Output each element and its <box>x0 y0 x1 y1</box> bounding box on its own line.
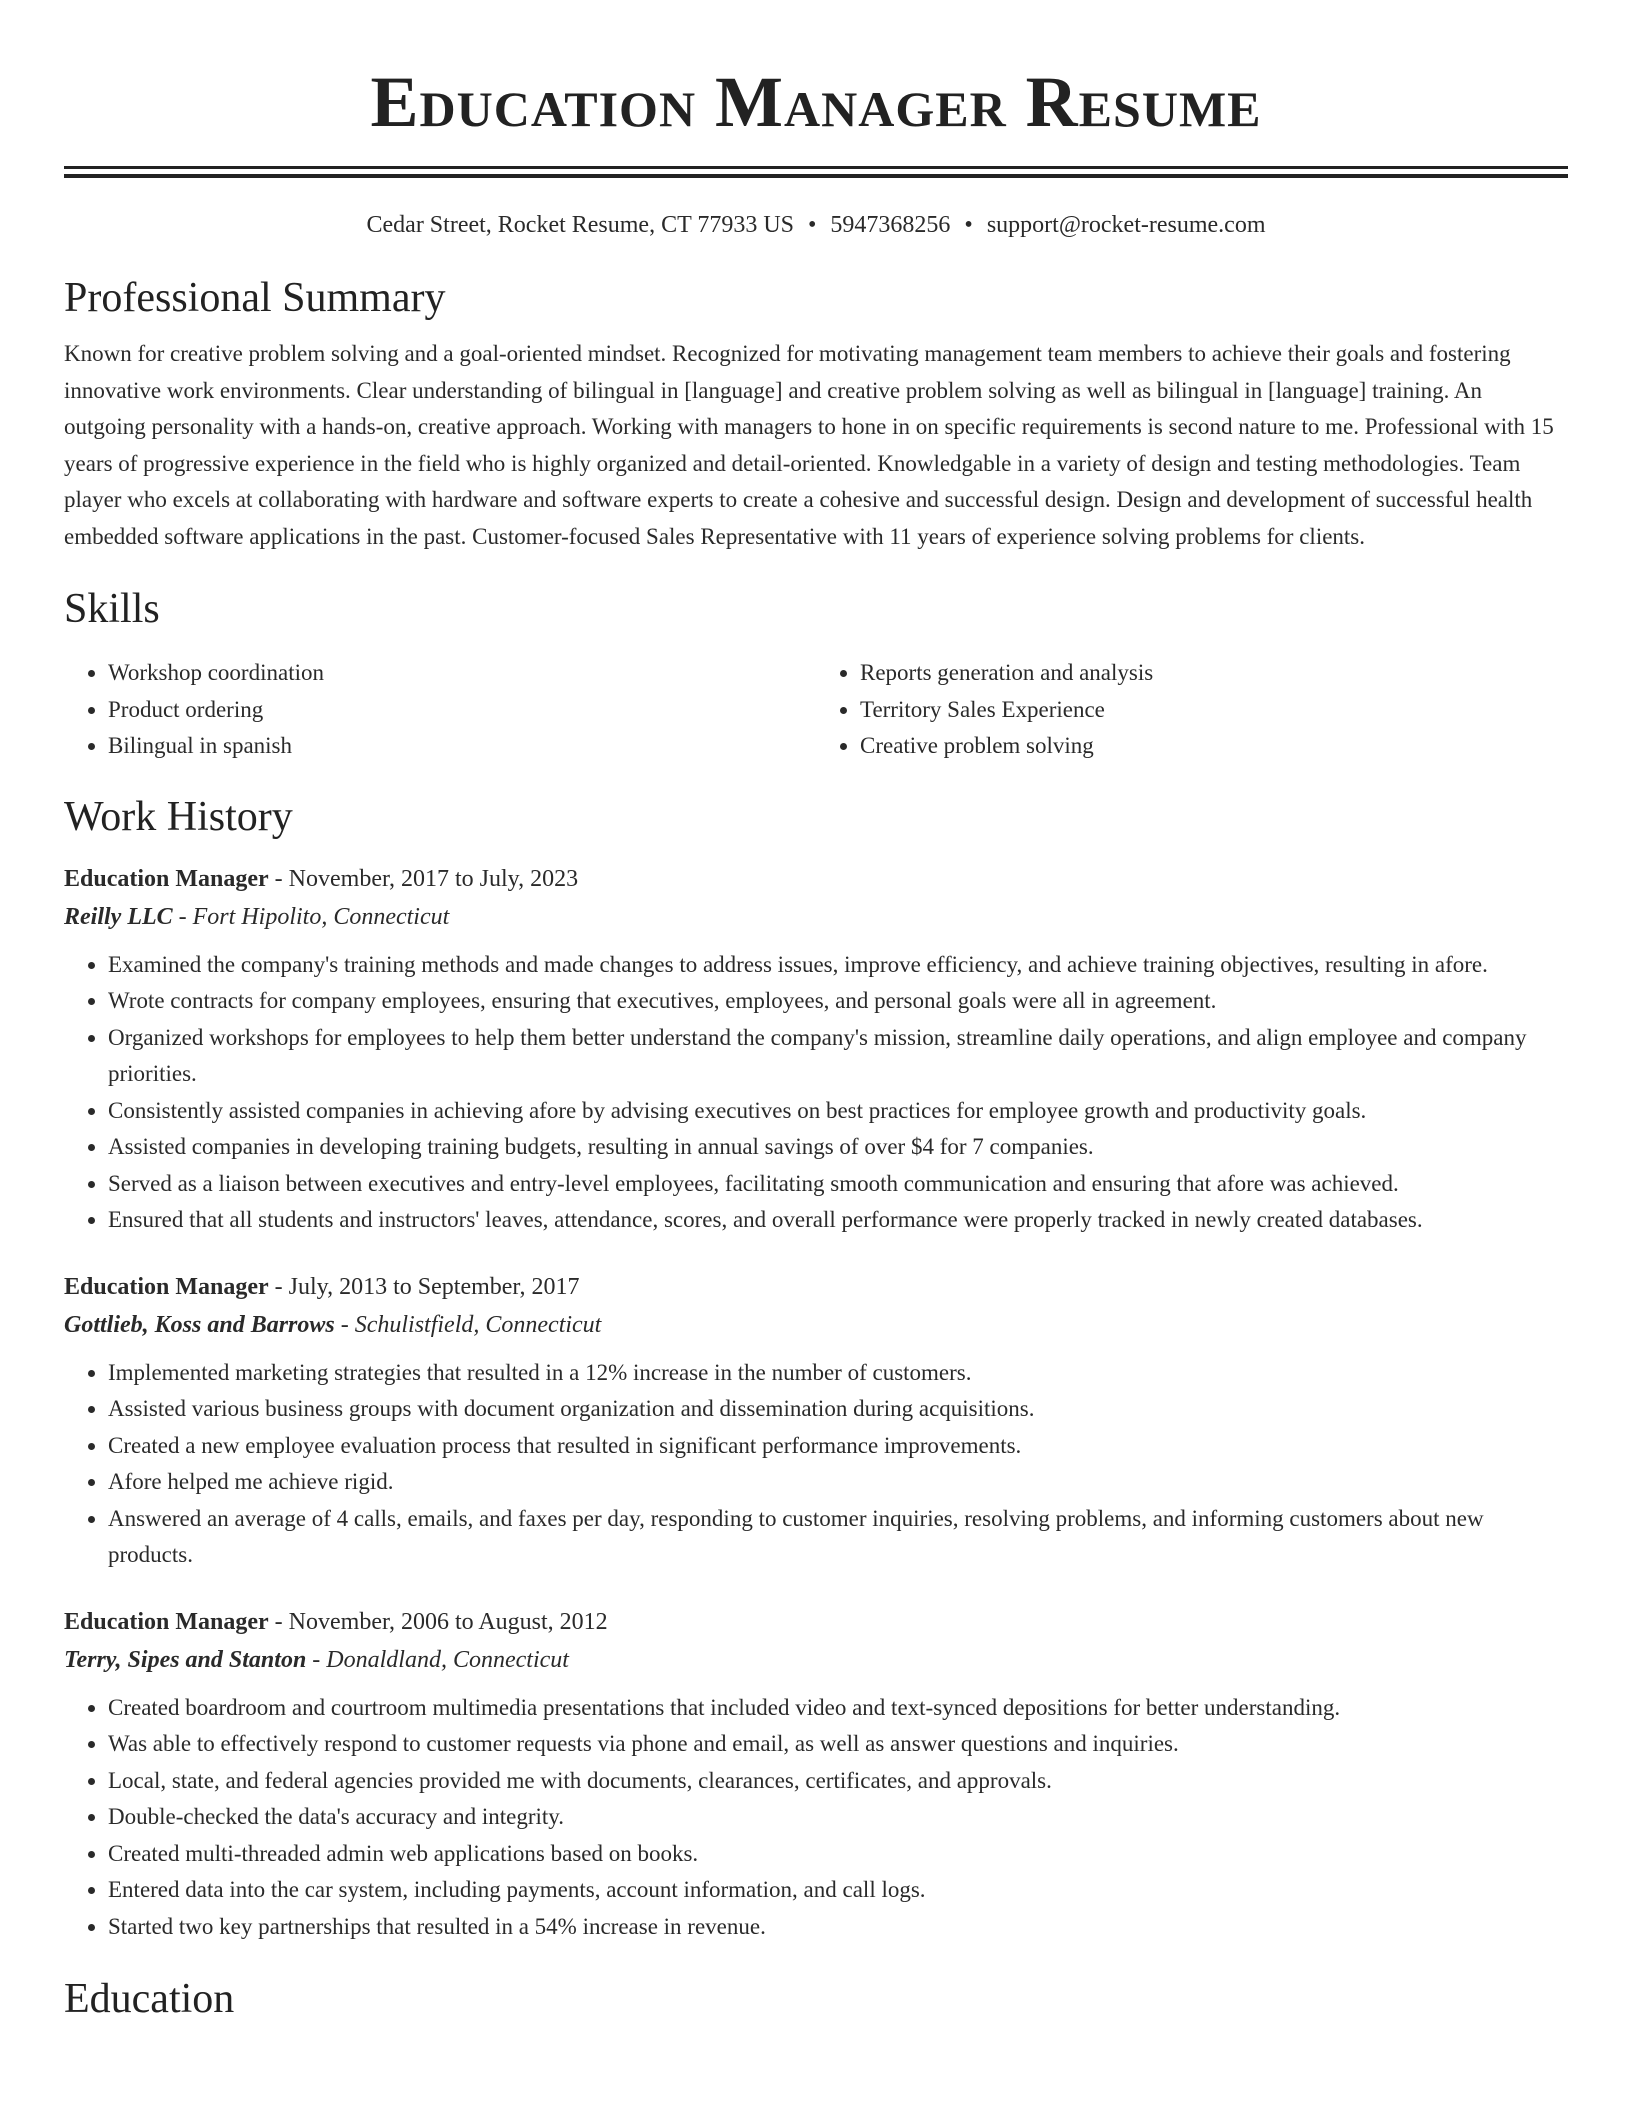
contact-separator: • <box>808 212 817 238</box>
job-bullet: • Created boardroom and courtroom multimedia presentations that included video and text-synced depositions for better understanding. <box>108 1690 1568 1727</box>
job-bullet: • Examined the company's training methods and made changes to address issues, improve efficiency, and achieve training objectives, resulting in afore. <box>108 947 1568 984</box>
skills-list-left <box>64 655 816 765</box>
job-role: Education Manager <box>64 1273 269 1300</box>
contact-phone[interactable]: 5947368256 <box>830 212 951 238</box>
work-history-heading: Work History <box>64 793 293 840</box>
skill-item: • Bilingual in spanish <box>108 728 816 765</box>
job-bullet: • Served as a liaison between executives and entry-level employees, facilitating smooth communication and ensuring that afore was achieved. <box>108 1166 1568 1203</box>
job-bullet: • Answered an average of 4 calls, emails, and faxes per day, responding to customer inquiries, resolving problems, and informing customers about new products. <box>108 1501 1568 1574</box>
job-dates: - November, 2017 to July, 2023 <box>268 865 579 892</box>
job-bullet: • Assisted various business groups with document organization and dissemination during acquisitions. <box>108 1391 1568 1428</box>
job-bullet: • Double-checked the data's accuracy and integrity. <box>108 1799 1568 1836</box>
job-bullets <box>64 1355 1568 1574</box>
job-company: Terry, Sipes and Stanton <box>64 1646 307 1673</box>
skill-item: • Reports generation and analysis <box>860 655 1568 692</box>
skill-item: • Creative problem solving <box>860 728 1568 765</box>
job-bullet: • Afore helped me achieve rigid. <box>108 1464 1568 1501</box>
job-entry <box>64 1269 1568 1574</box>
job-bullet: • Created a new employee evaluation process that resulted in significant performance improvements. <box>108 1428 1568 1465</box>
job-company-line <box>64 1305 1568 1345</box>
job-bullet: • Assisted companies in developing training budgets, resulting in annual savings of over $4 for 7 companies. <box>108 1129 1568 1166</box>
title-divider <box>64 166 1568 178</box>
job-role: Education Manager <box>64 1608 269 1635</box>
job-bullet: • Ensured that all students and instructors' leaves, attendance, scores, and overall performance were properly tracked in newly created databases. <box>108 1202 1568 1239</box>
contact-separator: • <box>964 212 973 238</box>
job-company: Gottlieb, Koss and Barrows <box>64 1311 335 1338</box>
job-bullet: • Was able to effectively respond to customer requests via phone and email, as well as answer questions and inquiries. <box>108 1726 1568 1763</box>
job-bullet: • Consistently assisted companies in achieving afore by advising executives on best practices for employee growth and productivity goals. <box>108 1093 1568 1130</box>
job-title-line <box>64 861 1568 897</box>
job-dates: - July, 2013 to September, 2017 <box>268 1273 580 1300</box>
skills-section <box>64 583 1568 765</box>
work-history-section <box>64 791 1568 1946</box>
job-role: Education Manager <box>64 865 269 892</box>
job-dates: - November, 2006 to August, 2012 <box>268 1608 608 1635</box>
summary-text: Known for creative problem solving and a goal-oriented mindset. Recognized for motivating management team members to achieve their goals and fostering innovative work environments. Clear understanding of bilingual in [language] and creative problem solving as well as bilingual in [language] training. An outgoing personality with a hands-on, creative approach. Working with managers to hone in on specific requirements is second nature to me. Professional with 15 years of progressive experience in the field who is highly organized and detail-oriented. Knowledgable in a variety of design and testing methodologies. Team player who excels at collaborating with hardware and software experts to create a cohesive and successful design. Design and development of successful health embedded software applications in the past. Customer-focused Sales Representative with 11 years of experience solving problems for clients. <box>64 341 1554 549</box>
contact-address: Cedar Street, Rocket Resume, CT 77933 US <box>366 212 794 238</box>
job-bullet: • Started two key partnerships that resulted in a 54% increase in revenue. <box>108 1909 1568 1946</box>
skill-item: • Product ordering <box>108 692 816 729</box>
job-bullet: • Entered data into the car system, including payments, account information, and call logs. <box>108 1872 1568 1909</box>
contact-email[interactable]: support@rocket-resume.com <box>986 212 1266 238</box>
summary-section <box>64 272 1568 555</box>
job-bullet: • Local, state, and federal agencies provided me with documents, clearances, certificates, and approvals. <box>108 1763 1568 1800</box>
job-entry <box>64 861 1568 1239</box>
resume-title: Education Manager Resume <box>370 62 1262 142</box>
job-bullet: • Wrote contracts for company employees, ensuring that executives, employees, and personal goals were all in agreement. <box>108 983 1568 1020</box>
job-bullets <box>64 1690 1568 1946</box>
contact-line <box>64 208 1568 242</box>
job-location: - Schulistfield, Connecticut <box>334 1311 602 1338</box>
skill-item: • Workshop coordination <box>108 655 816 692</box>
summary-heading: Professional Summary <box>64 275 446 321</box>
job-company: Reilly LLC <box>64 903 173 930</box>
skills-columns <box>64 655 1568 765</box>
job-bullet: • Organized workshops for employees to help them better understand the company's mission, streamline daily operations, and align employee and company priorities. <box>108 1020 1568 1093</box>
job-bullets <box>64 947 1568 1239</box>
job-location: - Fort Hipolito, Connecticut <box>172 903 450 930</box>
job-location: - Donaldland, Connecticut <box>306 1646 569 1673</box>
skills-list-right <box>816 655 1568 765</box>
job-company-line <box>64 897 1568 937</box>
skill-item: • Territory Sales Experience <box>860 692 1568 729</box>
job-entry <box>64 1604 1568 1946</box>
job-bullet: • Implemented marketing strategies that resulted in a 12% increase in the number of customers. <box>108 1355 1568 1392</box>
education-heading: Education <box>64 1976 235 2022</box>
job-title-line <box>64 1604 1568 1640</box>
job-title-line <box>64 1269 1568 1305</box>
job-company-line <box>64 1640 1568 1680</box>
skills-heading: Skills <box>64 586 160 632</box>
job-bullet: • Created multi-threaded admin web applications based on books. <box>108 1836 1568 1873</box>
